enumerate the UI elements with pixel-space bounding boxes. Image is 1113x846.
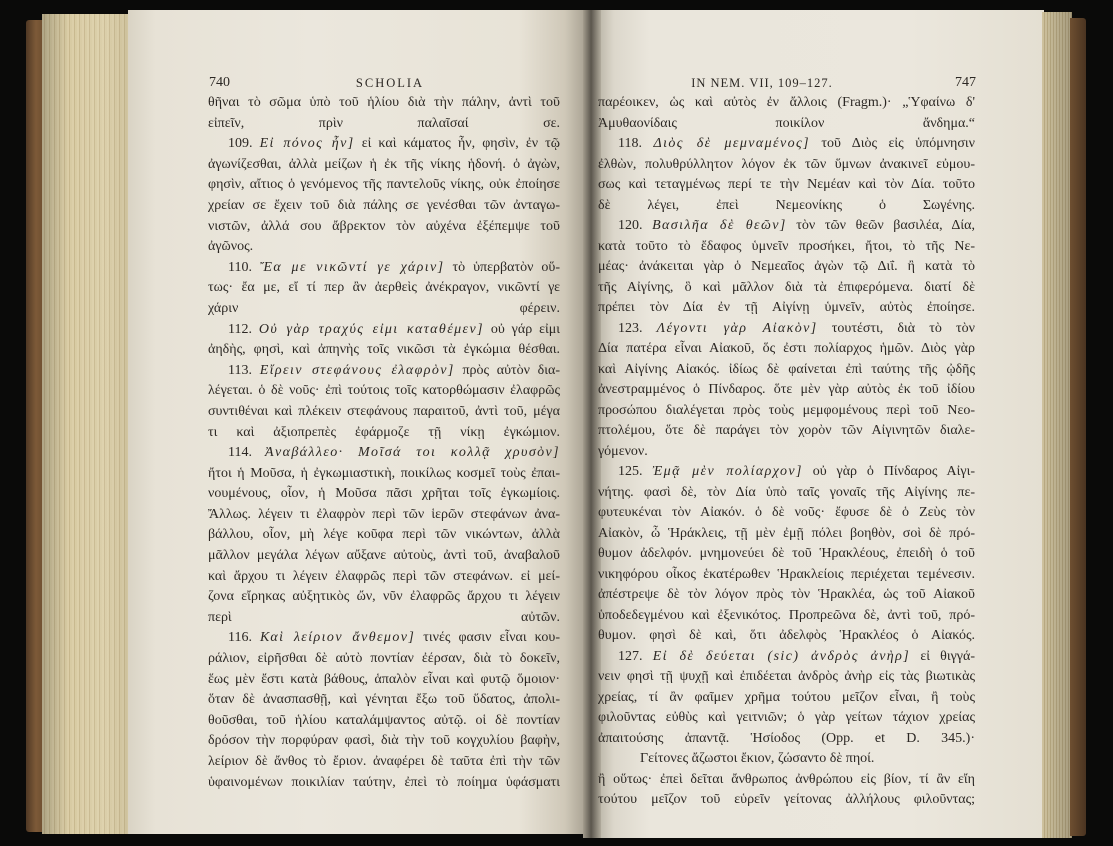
text-line: νιστῶν, ἀλλά σου ἄβρεκτον τὸν αὐχένα ἐξέπεμψε τοῦ bbox=[208, 218, 560, 234]
text-line: θυμον. φησὶ δὲ καὶ, ὅτι ἀδελφὸς Ἡρακλέος ὁ Αἰακός. bbox=[598, 628, 975, 643]
entry-lemma: Διὸς δὲ μεμναμένος] bbox=[653, 136, 810, 151]
entry-lemma: Βασιλῆα δὲ θεῶν] bbox=[652, 218, 787, 233]
entry-number: 123. bbox=[618, 320, 643, 336]
text-line: ἀπαιτούσης ἀπαντᾷ. Ἡσίοδος (Opp. et D. 345.)· bbox=[598, 730, 975, 746]
text-line: καὶ Αἰγίνης Αἰακός. ἰδίως δὲ φαίνεται ἐπὶ ταύτης τῆς ᾠδῆς bbox=[598, 361, 975, 377]
text-line: παρέοικεν, ὡς καὶ αὐτὸς ἐν ἄλλοις (Fragm.)· „Ὑφαίνω δ' bbox=[598, 95, 975, 110]
verse-line: Γείτονες ἄζωστοι ἔκιον, ζώσαντο δὲ πηοί. bbox=[640, 751, 875, 766]
text-line: Αἰακὸν, ὦ Ἡράκλεις, τῇ μὲν ἐμῇ πόλει βοηθὸν, σοὶ δὲ πρό- bbox=[598, 525, 975, 541]
entry-number: 110. bbox=[228, 259, 252, 275]
text-line: δὲ λέγει, ἐπεὶ Νεμεονίκης ὁ Σωγένης. bbox=[598, 197, 975, 213]
entry-line bbox=[208, 134, 560, 155]
entry-number: 112. bbox=[228, 321, 252, 337]
text-line: Ἄλλως. λέγειν τι ἐλαφρὸν περὶ τῶν ἱερῶν στεφάνων ἀνα- bbox=[208, 506, 560, 522]
text-line: θυμον ἀδελφόν. μνημονεύει δὲ τοῦ Ἡρακλέους, ἐπειδὴ ὁ τοῦ bbox=[598, 546, 975, 561]
text-line: ὅταν δὲ ἀνασπασθῇ, καὶ γένηται ἔξω τοῦ ὕδατος, ἀπολι- bbox=[208, 692, 560, 708]
text-line: λείριον δὲ ἄνθος τὸ ἔριον. ἀναφέρει δὲ ταῦτα ἐπὶ τὴν τῶν bbox=[208, 754, 560, 769]
entry-number: 113. bbox=[228, 362, 252, 378]
text-line: πτολέμου, ὅτε δὲ παράγει τὸν χορὸν τῶν Αἰγινητῶν διαλε- bbox=[598, 423, 975, 438]
text-line: καὶ ἄρχου τι λέγειν ἐλαφρῶς περὶ τῶν στεφάνων. εἰ μεί- bbox=[208, 568, 560, 584]
entry-lemma: Εἰ δὲ δεύεται (sic) ἀνδρὸς ἀνὴρ] bbox=[652, 648, 911, 664]
entry-number: 109. bbox=[228, 136, 253, 152]
entry-lemma: Ἀναβάλλεο· Μοῖσά τοι κολλᾷ χρυσὸν] bbox=[265, 445, 561, 461]
text-line: τούτου μεῖζον τοῦ εὑρεῖν γείτονας ἀλλήλους φιλοῦντας; bbox=[598, 792, 975, 807]
text-line: γόμενον. bbox=[598, 443, 648, 459]
entry-line bbox=[598, 216, 975, 237]
text-line: χάριν φέρειν. bbox=[208, 300, 560, 316]
entry-lemma: Εἰ πόνος ἦν] bbox=[259, 136, 355, 152]
text-line: χρείαν σε ἔχειν τοῦ διὰ πάλης σε γενέσθαι τῶν ἀνταγω- bbox=[208, 197, 560, 213]
right-page-text bbox=[598, 93, 975, 811]
entry-number: 120. bbox=[618, 218, 643, 233]
page-number-left: 740 bbox=[209, 75, 230, 90]
entry-line bbox=[598, 134, 975, 155]
entry-lemma: Εἴρειν στεφάνους ἐλαφρὸν] bbox=[259, 362, 455, 378]
text-line: φησὶν, αἴτιος ὁ γενόμενος τῆς παντελοῦς νίκης, οὐκ ἐποίησε bbox=[208, 177, 560, 193]
entry-lemma: Ἔα με νικῶντί γε χάριν] bbox=[260, 259, 445, 275]
text-line: ἀπέστρεψε δὲ τὸν λόγον πρὸς τὸν Ἡρακλέα, ὡς τοῦ Αἰακοῦ bbox=[598, 587, 975, 602]
entry-text: οὐ γάρ εἰμι bbox=[490, 321, 561, 337]
text-line: τως· ἔα με, εἴ τί περ ἂν ἀερθεὶς ἀνέκραγον, νικῶντί γε bbox=[208, 280, 560, 296]
text-line: θοῦσθαι, τοῦ ἡλίου καταλάμψαντος αὐτῷ. οἱ δὲ ποντίαν bbox=[208, 712, 560, 728]
entry-line bbox=[208, 320, 560, 341]
entry-number: 118. bbox=[618, 136, 642, 151]
text-line: ἀνεστραμμένος ὁ Πίνδαρος. ὅτε μὲν γὰρ αὐτὸς ἐκ τοῦ ἰδίου bbox=[598, 382, 975, 397]
text-line: Ἀμυθαονίδαις ποικίλον ἄνδημα.“ bbox=[598, 115, 975, 131]
text-line: νουμένους, οἷον, ἡ Μοῦσα πᾶσι χρῆται τοῖς ἐγκωμίοις. bbox=[208, 486, 560, 502]
entry-number: 114. bbox=[228, 445, 252, 461]
entry-text: τουτέστι, διὰ τὸ τὸν bbox=[831, 320, 975, 336]
text-line: νήτης. φασὶ δὲ, τὸν Δία ὑπὸ ταῖς γοναῖς τῆς Αἰγίνης πε- bbox=[598, 484, 975, 500]
text-line: ἐλθὼν, πολυθρύλλητον λόγον ἐκ τῶν ὕμνων ἀνακινεῖ εὐμου- bbox=[598, 156, 975, 172]
text-line: κατὰ τοῦτο τὸ ἔδαφος ὑμνεῖν προσήκει, ἤτοι, τὸ τῆς Νε- bbox=[598, 238, 975, 254]
page-edges-left bbox=[42, 14, 132, 834]
entry-lemma: Καὶ λείριον ἄνθεμον] bbox=[260, 630, 416, 646]
entry-text: τινές φασιν εἶναι κου- bbox=[423, 630, 561, 646]
entry-number: 125. bbox=[618, 464, 643, 479]
text-line: ὑποδεδεγμένου καὶ ἐξενικότος. Προπρεῶνα δὲ, ἀντὶ τοῦ, πρό- bbox=[598, 607, 975, 623]
entry-line bbox=[598, 647, 975, 668]
entry-line bbox=[598, 462, 975, 483]
text-line: ράλιον, εἰρῆσθαι δὲ αὐτὸ ποντίαν ἐέρσαν, διὰ τὸ δοκεῖν, bbox=[208, 651, 560, 667]
text-line: φιλοῦντας εὐθὺς καὶ γειτνιῶν; ὁ γὰρ γείτων τάχιον χρείας bbox=[598, 710, 975, 725]
entry-line bbox=[598, 319, 975, 340]
entry-line bbox=[208, 628, 560, 649]
entry-text: πρὸς αὐτὸν δια- bbox=[462, 362, 561, 378]
text-line: θῆναι τὸ σῶμα ὑπὸ τοῦ ἡλίου διὰ τὴν πάλην, ἀντὶ τοῦ bbox=[208, 95, 560, 110]
entry-text: τοῦ Διὸς εἰς ὑπόμνησιν bbox=[821, 136, 976, 151]
entry-text: εἰ θιγγά- bbox=[920, 648, 975, 664]
entry-text: εἰ καὶ κάματος ἦν, φησὶν, ἐν τῷ bbox=[361, 136, 561, 152]
entry-number: 116. bbox=[228, 630, 252, 646]
running-head-left: SCHOLIA bbox=[355, 76, 425, 90]
text-line: ἤτοι ἡ Μοῦσα, ἡ ἐγκωμιαστικὴ, ποικίλως κοσμεῖ τοὺς ἐπαι- bbox=[208, 465, 560, 481]
book-cover-right bbox=[1070, 18, 1086, 836]
text-line: προσώπου διαλέγεται πρὸς τοὺς μεμφομένους περὶ τοῦ Νεο- bbox=[598, 402, 975, 418]
entry-text: οὐ γὰρ ὁ Πίνδαρος Αἰγι- bbox=[812, 464, 975, 479]
text-line: φυτευκέναι τὸν Αἰακόν. ὁ δὲ νοῦς· ἔφυσε δὲ ὁ Ζεὺς τὸν bbox=[598, 505, 975, 520]
text-line: πρέπει τὸν Δία ἐν τῇ Αἰγίνῃ ὑμνεῖν, αὐτὸς ἐποίησε. bbox=[598, 300, 975, 315]
text-line: ὑφαινομένων ποικιλίαν ταύτην, ἐπεὶ τὸ ποίημα ὑφάσματι bbox=[208, 774, 560, 790]
entry-line bbox=[208, 258, 560, 279]
text-line: δρόσον τὴν πορφύραν φασὶ, διὰ τὴν τοῦ κογχυλίου βαφὴν, bbox=[208, 733, 560, 749]
text-line: ζονα εἴρηκας αὐξητικὸς ὤν, νῦν ἐλαφρῶς ἄρχου τι λέγειν bbox=[208, 589, 560, 605]
entry-lemma: Λέγοντι γὰρ Αἰακὸν] bbox=[656, 320, 818, 336]
text-line: μᾶλλον μεγάλα λέγων αὔξανε αὐτοὺς, ἀντὶ τοῦ, ἀναβαλοῦ bbox=[208, 548, 560, 564]
entry-text: τὸν τῶν θεῶν βασιλέα, Δία, bbox=[796, 218, 975, 233]
entry-line bbox=[208, 361, 560, 382]
text-line: ἀγωνίζεσθαι, ἀλλὰ μείζων ἡ ἐκ τῆς νίκης ἡδονή. ὁ ἀγὼν, bbox=[208, 156, 560, 172]
text-line: ἀηδὴς, φησὶ, καὶ ἀπηνὴς τοῖς νικῶσι τὰ ἐγκώμια θέσθαι. bbox=[208, 342, 560, 358]
entry-lemma: Ἐμᾷ μὲν πολίαρχον] bbox=[652, 464, 803, 479]
running-head-right: IN NEM. VII, 109–127. bbox=[691, 76, 833, 90]
text-line: βάλλου, οἷον, μὴ λέγε κοῦφα περὶ τῶν νικώντων, ἀλλὰ bbox=[208, 527, 560, 543]
text-line: λέγεται. ὁ δὲ νοῦς· ἐπὶ τούτοις τοῖς κατορθώμασιν ἐλαφρῶς bbox=[208, 383, 560, 399]
text-line: εἰπεῖν, πρὶν παλαῖσαί σε. bbox=[208, 115, 560, 131]
text-line: ἀγῶνος. bbox=[208, 239, 254, 255]
page-edges-right bbox=[1042, 12, 1072, 838]
entry-line bbox=[208, 443, 560, 464]
left-page-text bbox=[208, 93, 560, 793]
text-line: νικηφόρου οἶκος ἑκατέρωθεν Ἡρακλείοις περιέχεται τεμένεσιν. bbox=[598, 566, 975, 582]
text-line: ἢ οὕτως· ἐπεὶ δεῖται ἄνθρωπος ἀνθρώπου εἰς βίον, τί ἂν εἴη bbox=[598, 771, 975, 787]
text-line: συντιθέναι καὶ πλέκειν στεφάνους παραιτοῦ, ἀντὶ τοῦ, μέγα bbox=[208, 403, 560, 419]
text-line: μέας· ἀνάκειται γὰρ ὁ Νεμεαῖος ἀγὼν τῷ Διΐ. ἢ κατὰ τὸ bbox=[598, 259, 975, 274]
text-line: χρείας, τί ἂν φαῖμεν χρῆμα τούτου μεῖζον εἶναι, ἢ τοὺς bbox=[598, 689, 975, 705]
text-line: Δία πατέρα εἶναι Αἰακοῦ, ὅς ἐστι πολίαρχος ἡμῶν. Διὸς γὰρ bbox=[598, 341, 975, 356]
text-line: νειν φησὶ τῇ ψυχῇ καὶ ἐπιδέεται ἀνδρὸς ἀνὴρ εἰς τὰς βιωτικὰς bbox=[598, 669, 975, 684]
text-line: τῆς Αἰγίνης, ὃ καὶ μᾶλλον διὰ τὰ ἐπιφερόμενα. διατί δὲ bbox=[598, 279, 975, 295]
text-line: ἕως μὲν ἔστι κατὰ βάθους, ἁπαλὸν εἶναι καὶ φυτῷ ὅμοιον· bbox=[208, 671, 560, 687]
entry-number: 127. bbox=[618, 648, 643, 664]
text-line: σως καὶ τεταγμένως περί τε τὴν Νεμέαν καὶ τὸν Δία. τοῦτο bbox=[598, 177, 975, 192]
text-line: τι καὶ ἀξιοπρεπὲς ἐφάρμοζε τῇ νίκῃ ἐγκώμιον. bbox=[208, 424, 560, 440]
entry-text: τὸ ὑπερβατὸν οὕ- bbox=[452, 259, 561, 275]
entry-lemma: Οὐ γὰρ τραχύς εἰμι καταθέμεν] bbox=[258, 321, 484, 337]
text-line: περὶ αὐτῶν. bbox=[208, 609, 560, 625]
page-number-right: 747 bbox=[955, 75, 976, 90]
